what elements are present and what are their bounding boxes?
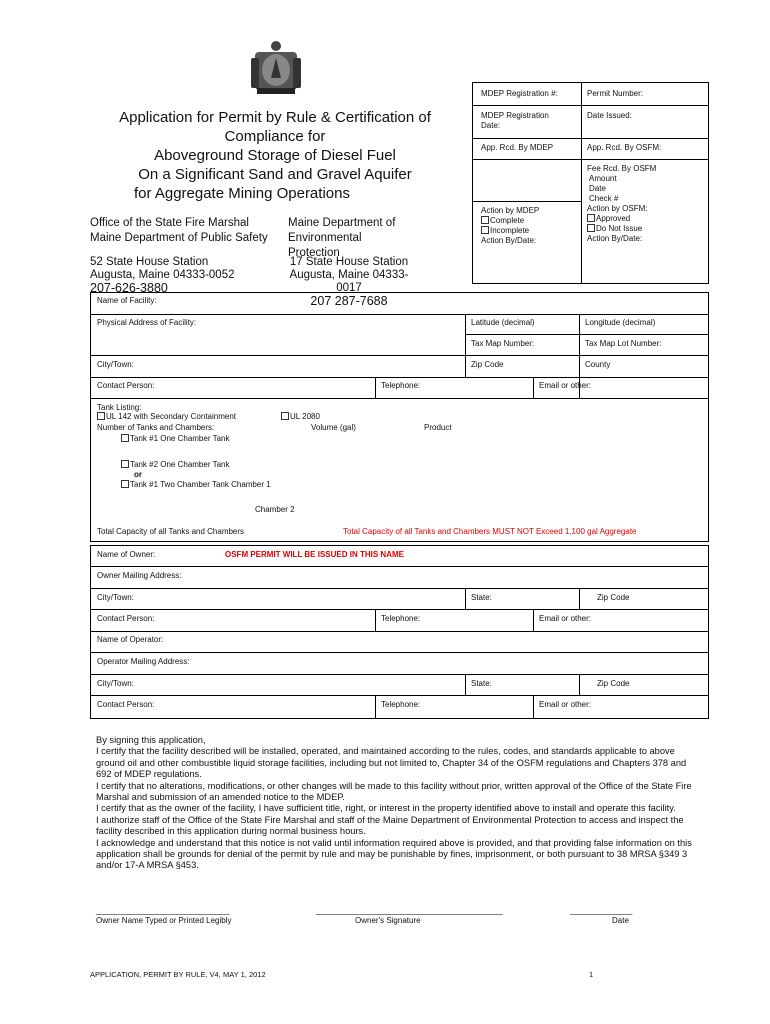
product-label: Product: [424, 423, 452, 432]
state-seal-image: [247, 38, 305, 96]
document-title: Application for Permit by Rule & Certification of Compliance for Aboveground Storage of Diesel Fuel On a Significant Sand and Gravel Aquifer for Aggregate Mining Operations: [119, 109, 431, 202]
capacity-warning: Total Capacity of all Tanks and Chambers MUST NOT Exceed 1,100 gal Aggregate: [343, 527, 637, 536]
facility-section: [90, 292, 709, 542]
operator-contact-field[interactable]: Contact Person:: [97, 700, 155, 709]
tank1-two-chamber-checkbox[interactable]: [121, 480, 129, 488]
app-rcd-mdep-label: App. Rcd. By MDEP: [481, 143, 554, 152]
permit-number-label: Permit Number:: [587, 89, 644, 98]
operator-name-field[interactable]: Name of Operator:: [97, 635, 164, 644]
or-label: or: [134, 470, 142, 479]
owner-email-field[interactable]: Email or other:: [539, 614, 592, 623]
office-use-box: [472, 82, 709, 284]
mdep-address: 17 State House Station Augusta, Maine 04333-0017 207 287-7688: [289, 256, 409, 308]
owner-signature-line[interactable]: __________________________________________: [316, 906, 503, 915]
owner-signature-caption: Owner's Signature: [355, 916, 421, 925]
volume-label: Volume (gal): [311, 423, 356, 432]
tank2-one-chamber-checkbox[interactable]: [121, 460, 129, 468]
mdep-agency: Maine Department of Environmental Protection: [288, 217, 396, 259]
date-line[interactable]: ______________: [570, 906, 633, 915]
facility-county-field[interactable]: County: [585, 360, 611, 369]
owner-operator-section: [90, 545, 709, 719]
longitude-field[interactable]: Longitude (decimal): [585, 318, 656, 327]
ul142-checkbox[interactable]: [97, 412, 105, 420]
facility-telephone-field[interactable]: Telephone:: [381, 381, 421, 390]
complete-checkbox[interactable]: [481, 216, 489, 224]
tank1-two-chamber-label: Tank #1 Two Chamber Tank Chamber 1: [130, 480, 271, 489]
owner-city-field[interactable]: City/Town:: [97, 593, 134, 602]
operator-state-field[interactable]: State:: [471, 679, 492, 688]
owner-mailing-field[interactable]: Owner Mailing Address:: [97, 571, 182, 580]
operator-city-field[interactable]: City/Town:: [97, 679, 134, 688]
owner-zip-field[interactable]: Zip Code: [597, 593, 630, 602]
approved-checkbox[interactable]: [587, 214, 595, 222]
latitude-field[interactable]: Latitude (decimal): [471, 318, 535, 327]
footer-version: APPLICATION, PERMIT BY RULE, V4, MAY 1, 2012: [90, 970, 266, 979]
do-not-issue-checkbox[interactable]: [587, 224, 595, 232]
owner-state-field[interactable]: State:: [471, 593, 492, 602]
mdep-registration-label: MDEP Registration #:: [481, 89, 558, 98]
ul2080-label: UL 2080: [290, 412, 320, 421]
operator-telephone-field[interactable]: Telephone:: [381, 700, 421, 709]
owner-telephone-field[interactable]: Telephone:: [381, 614, 421, 623]
tax-map-field[interactable]: Tax Map Number:: [471, 339, 535, 348]
ul142-label: UL 142 with Secondary Containment: [106, 412, 236, 421]
owner-name-line[interactable]: ______________________________: [96, 906, 230, 915]
tank1-one-chamber-checkbox[interactable]: [121, 434, 129, 442]
osfm-agency: Office of the State Fire Marshal Maine Department of Public Safety: [90, 217, 268, 244]
chamber2-label: Chamber 2: [255, 505, 295, 514]
owner-permit-notice: OSFM PERMIT WILL BE ISSUED IN THIS NAME: [225, 550, 404, 559]
mdep-registration-date-label: MDEP Registration Date:: [481, 111, 549, 130]
tank-listing-label: Tank Listing:: [97, 403, 142, 412]
tank2-one-chamber-label: Tank #2 One Chamber Tank: [130, 460, 230, 469]
app-rcd-osfm-label: App. Rcd. By OSFM:: [587, 143, 662, 152]
tank1-one-chamber-label: Tank #1 One Chamber Tank: [130, 434, 230, 443]
facility-zip-field[interactable]: Zip Code: [471, 360, 504, 369]
tax-lot-field[interactable]: Tax Map Lot Number:: [585, 339, 662, 348]
mdep-action-block: Action by MDEP Complete Incomplete Action By/Date:: [481, 206, 540, 245]
owner-name-field[interactable]: Name of Owner:: [97, 550, 156, 559]
certification-statement: By signing this application, I certify that the facility described will be installed, operated, and maintained according to the rules, codes, and standards applicable to above ground oil and other combustible liquid storage facilities, including but not limited to, Chapter 34 of the OSFM regulations and Chapters 378 and 692 of MDEP regulations. I certify that no alterations, modifications, or other changes will be made to this facility without prior, written approval of the Office of the State Fire Marshal and submission of an amended notice to the MDEP. I certify that as the owner of the facility, I have sufficient title, right, or interest in the property identified above to install and operate this facility. I authorize staff of the Office of the State Fire Marshal and staff of the Maine Department of Environmental Protection to access and inspect the facility described in this application during normal business hours. I acknowledge and understand that this notice is not valid until information required above is provided, and that providing false information on this application shall be grounds for denial of the permit by rule and may be punishable by fines, imprisonment, or both pursuant to 38 MRSA §349 3 and/or 17-A MRSA §453.: [96, 735, 692, 871]
owner-contact-field[interactable]: Contact Person:: [97, 614, 155, 623]
facility-city-field[interactable]: City/Town:: [97, 360, 134, 369]
owner-name-caption: Owner Name Typed or Printed Legibly: [96, 916, 232, 925]
operator-mailing-field[interactable]: Operator Mailing Address:: [97, 657, 190, 666]
ul2080-checkbox[interactable]: [281, 412, 289, 420]
operator-zip-field[interactable]: Zip Code: [597, 679, 630, 688]
operator-email-field[interactable]: Email or other:: [539, 700, 592, 709]
page-number: 1: [589, 970, 594, 979]
physical-address-field[interactable]: Physical Address of Facility:: [97, 318, 197, 327]
incomplete-checkbox[interactable]: [481, 226, 489, 234]
tanks-number-label: Number of Tanks and Chambers:: [97, 423, 215, 432]
facility-contact-field[interactable]: Contact Person:: [97, 381, 155, 390]
total-capacity-label: Total Capacity of all Tanks and Chambers: [97, 527, 245, 536]
facility-name-field[interactable]: Name of Facility:: [97, 296, 157, 305]
facility-email-field[interactable]: Email or other:: [539, 381, 592, 390]
osfm-fee-block: Fee Rcd. By OSFM Amount Date Check # Action by OSFM: Approved Do Not Issue Action By/Date:: [587, 164, 657, 243]
osfm-address: 52 State House Station Augusta, Maine 04333-0052 207-626-3880: [90, 256, 235, 295]
date-caption: Date: [612, 916, 629, 925]
date-issued-label: Date Issued:: [587, 111, 632, 120]
